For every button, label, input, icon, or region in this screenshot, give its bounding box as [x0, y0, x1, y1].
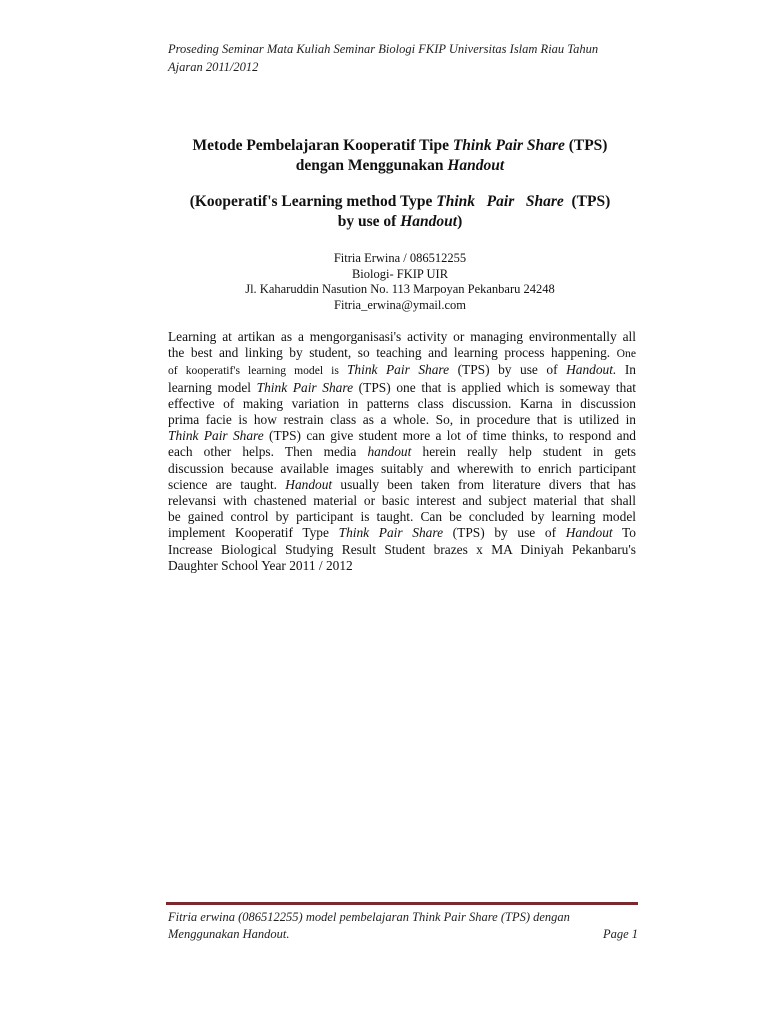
running-footer: [168, 909, 638, 943]
page-number: Page 1: [602, 927, 638, 941]
header-line-1: Proseding Seminar Mata Kuliah Seminar Biologi FKIP Universitas Islam Riau Tahun: [168, 42, 599, 56]
abstract-line: learning model Think Pair Share (TPS) one that is applied which is someway that: [168, 379, 636, 395]
title-indonesian-line-2: dengan Menggunakan Handout: [295, 157, 505, 174]
abstract-line: of kooperatif's learning model is Think Pair Share (TPS) by use of Handout. In: [168, 362, 636, 378]
abstract-line: be gained control by participant is taught. Can be concluded by learning model: [168, 509, 636, 525]
abstract-line: implement Kooperatif Type Think Pair Share (TPS) by use of Handout To: [168, 525, 636, 541]
abstract-line: Learning at artikan as a mengorganisasi's activity or managing environmentally all: [168, 329, 636, 344]
title-english-line-2: by use of Handout): [337, 213, 463, 230]
author-name: Fitria Erwina / 086512255: [333, 251, 467, 265]
abstract-line: each other helps. Then media handout herein really help student in gets: [168, 444, 636, 460]
abstract-line: Daughter School Year 2011 / 2012: [168, 557, 353, 573]
abstract-line: discussion because available images suitably and wherewith to enrich participant: [168, 460, 636, 476]
header-line-2: Ajaran 2011/2012: [168, 60, 259, 74]
author-department: Biologi- FKIP UIR: [351, 266, 449, 281]
abstract-line: relevansi with chastened material or basic interest and subject material that shall: [168, 493, 636, 509]
abstract-line: the best and linking by student, so teaching and learning process happening. One: [168, 345, 636, 361]
running-header: [168, 40, 638, 76]
title-english-line-1: (Kooperatif's Learning method Type Think Pair Share (TPS): [189, 193, 611, 210]
abstract-paragraph: [168, 329, 636, 574]
abstract-line: prima facie is how restrain class as a whole. So, in procedure that is utilized in: [168, 412, 636, 428]
abstract-line: science are taught. Handout usually been taken from literature divers that has: [168, 476, 637, 492]
title-block: [140, 136, 660, 232]
author-address: Jl. Kaharuddin Nasution No. 113 Marpoyan Pekanbaru 24248: [245, 282, 555, 296]
abstract-line: Think Pair Share (TPS) can give student more a lot of time thinks, to respond and: [168, 428, 636, 444]
abstract-line: Increase Biological Studying Result Student brazes x MA Diniyah Pekanbaru's: [168, 541, 636, 557]
footer-divider: [166, 902, 638, 905]
title-indonesian-line-1: Metode Pembelajaran Kooperatif Tipe Think Pair Share (TPS): [192, 137, 608, 154]
footer-line-2: Menggunakan Handout.: [168, 927, 290, 941]
footer-line-1: Fitria erwina (086512255) model pembelajaran Think Pair Share (TPS) dengan: [168, 910, 570, 924]
author-block: [140, 251, 660, 313]
author-email: Fitria_erwina@ymail.com: [334, 297, 466, 312]
abstract-line: effective of making variation in patterns class discussion. Karna in discussion: [168, 395, 636, 411]
